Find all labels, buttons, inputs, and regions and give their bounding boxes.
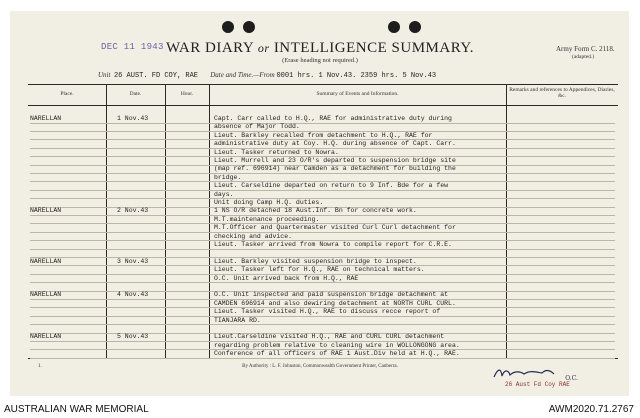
signature-scrawl-icon xyxy=(492,366,562,380)
entry-text: checking and advice. xyxy=(214,232,293,240)
punch-hole-icon xyxy=(222,21,234,33)
header-remarks: Remarks and references to Appendices, Diaries, &c. xyxy=(509,87,615,99)
entry-text: Unit doing Camp H.Q. duties. xyxy=(214,199,324,206)
unit-line xyxy=(98,71,436,80)
table-top-border xyxy=(28,84,618,85)
page-title xyxy=(0,40,640,57)
header-bottom-border xyxy=(28,105,618,106)
entry-text: M.T.maintenance proceeding. xyxy=(214,215,320,223)
column-divider xyxy=(165,84,166,358)
entry-text: Lieut. Barkley recalled from detachment to H.Q., RAE for xyxy=(214,131,433,139)
entry-place: NARELLAN xyxy=(30,115,62,122)
header-place: Place. xyxy=(60,91,74,97)
entry-text: Lieut. Tasker arrived from Nowra to compile report for C.R.E. xyxy=(214,241,452,248)
entry-date: 3 Nov.43 xyxy=(117,257,149,265)
ruled-line xyxy=(30,324,615,325)
date-value: 0001 hrs. 1 Nov.43. 2359 hrs. 5 Nov.43 xyxy=(276,72,437,80)
entry-text: Lieut. Murrell and 23 O/R's departed to suspension bridge site xyxy=(214,157,456,164)
footer-printer: By Authority : L. F. Johnston, Commonwealth Government Printer, Canberra. xyxy=(242,364,398,369)
entry-text: Lieut. Barkley visited suspension bridge to inspect. xyxy=(214,257,417,265)
entry-text: Lieut. Tasker left for H.Q., RAE on technical matters. xyxy=(214,266,425,274)
entry-text: O.C. Unit inspected and paid suspension bridge detachment at xyxy=(214,291,449,299)
entry-date: 5 Nov.43 xyxy=(117,333,149,341)
entry-text: regarding problem relative to cleaning wire in WOLLONGONG area. xyxy=(214,341,460,349)
entry-text: bridge. xyxy=(214,173,242,181)
signature-initials: O.C. xyxy=(565,375,578,382)
entry-text: Conference of all officers of RAE 1 Aust.Div held at H.Q., RAE. xyxy=(214,350,460,358)
entry-place: NARELLAN xyxy=(30,207,62,215)
unit-label: Unit xyxy=(98,71,111,79)
header-date: Date. xyxy=(129,91,142,97)
unit-value: 26 AUST. FD COY, RAE xyxy=(113,72,198,80)
entry-text: Capt. Carr called to H.Q., RAE for administrative duty during xyxy=(214,115,452,122)
unit-stamp: 26 Aust Fd Coy RAE xyxy=(505,381,570,388)
entry-text: TIANJARA RD. xyxy=(214,316,261,324)
title-or: or xyxy=(257,41,270,55)
column-divider xyxy=(209,84,210,358)
page-subtitle: (Erase heading not required.) xyxy=(282,57,358,64)
archive-credit: AUSTRALIAN WAR MEMORIAL xyxy=(4,404,149,415)
column-divider xyxy=(506,84,507,358)
header-hour: Hour. xyxy=(180,91,194,97)
header-summary: Summary of Events and Information. xyxy=(316,91,399,97)
date-stamp: DEC 11 1943 xyxy=(101,42,164,52)
title-left: WAR DIARY xyxy=(165,40,254,56)
entry-place: NARELLAN xyxy=(30,333,62,341)
punch-hole-icon xyxy=(243,21,255,33)
archive-reference: AWM2020.71.2767 xyxy=(548,404,634,415)
column-divider xyxy=(106,84,107,358)
entry-text: 1 NS O/R detached 18 Aust.Inf. Bn for concrete work. xyxy=(214,207,417,215)
entry-date: 2 Nov.43 xyxy=(117,207,149,215)
punch-hole-icon xyxy=(409,21,421,33)
date-label: Date and Time.—From xyxy=(210,71,275,79)
entry-place: NARELLAN xyxy=(30,257,62,265)
entry-text: Lieut.Carseldine visited H.Q., RAE and CURL CURL detachment xyxy=(214,333,445,341)
entry-text: Lieut. Tasker visited H.Q., RAE to discuss recce report of xyxy=(214,308,441,316)
title-right: INTELLIGENCE SUMMARY. xyxy=(273,40,475,56)
entry-text: O.C. Unit arrived back from H.Q., RAE xyxy=(214,274,359,282)
army-form-number: Army Form C. 2118. xyxy=(556,45,615,53)
entry-text: administrative duty at Coy. H.Q. during absence of Capt. Carr. xyxy=(214,140,456,148)
footer-number: 1. xyxy=(38,364,42,369)
entry-date: 4 Nov.43 xyxy=(117,291,149,299)
entry-text: Lieut. Tasker returned to Nowra. xyxy=(214,148,339,156)
entry-text: absence of Major Todd. xyxy=(214,123,300,131)
entry-text: CAMDEN 696914 and also dewiring detachment at NORTH CURL CURL. xyxy=(214,299,456,307)
entry-text: days. xyxy=(214,190,234,198)
entry-date: 1 Nov.43 xyxy=(117,115,149,122)
entry-text: M.T.Officer and Quartermaster visited Curl Curl detachment for xyxy=(214,224,456,232)
army-form-adapted: (adapted.) xyxy=(572,54,595,60)
punch-hole-icon xyxy=(388,21,400,33)
entry-text: (map ref. 696914) near Camden as a detachment for building the xyxy=(214,165,456,173)
entry-place: NARELLAN xyxy=(30,291,62,299)
entry-text: Lieut. Carseldine departed on return to 9 Inf. Bde for a few xyxy=(214,182,449,190)
